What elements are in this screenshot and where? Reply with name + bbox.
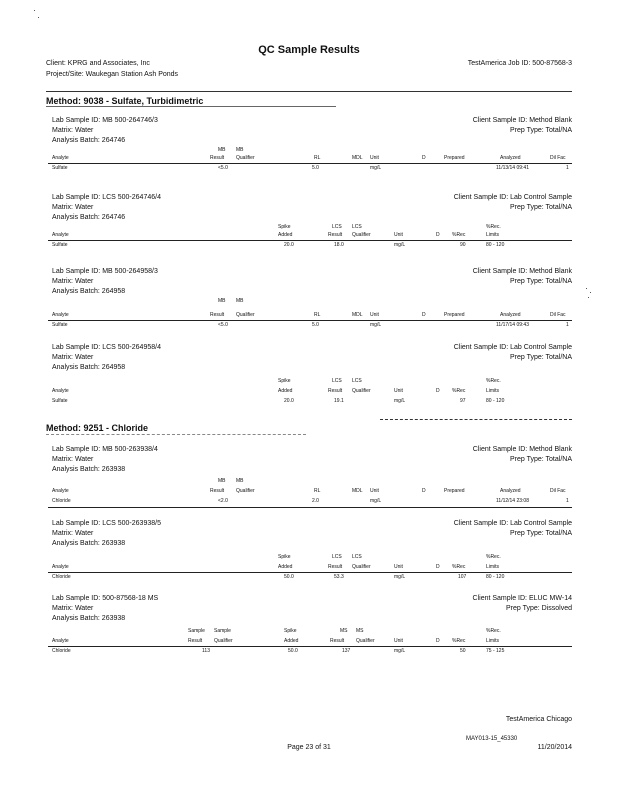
project-line: Project/Site: Waukegan Station Ash Ponds xyxy=(46,71,179,78)
col-head: Unit xyxy=(370,488,379,494)
col-head: LCS xyxy=(332,378,342,384)
cell-limits: 75 - 125 xyxy=(486,648,505,654)
col-head: RL xyxy=(314,312,321,318)
col-head: Added xyxy=(284,638,299,644)
col-head: LCS xyxy=(332,554,342,560)
col-head: Added xyxy=(278,388,293,394)
lab-sample-id: Lab Sample ID: MB 500-264746/3 xyxy=(52,117,158,124)
client-sample-id: Client Sample ID: Method Blank xyxy=(472,117,572,124)
job-id: TestAmerica Job ID: 500-87568-3 xyxy=(467,60,572,67)
cell-spike-added: 20.0 xyxy=(284,242,294,248)
cell-unit: mg/L xyxy=(370,498,382,504)
cell-dilfac: 1 xyxy=(566,165,569,171)
col-head: Unit xyxy=(394,388,403,394)
col-head: D xyxy=(436,232,440,238)
client-sample-id: Client Sample ID: Method Blank xyxy=(472,268,572,275)
method-underline xyxy=(46,106,336,107)
col-head: Analyte xyxy=(52,488,69,494)
prep-type: Prep Type: Total/NA xyxy=(510,530,572,537)
matrix: Matrix: Water xyxy=(52,127,94,134)
matrix: Matrix: Water xyxy=(52,354,94,361)
col-head: RL xyxy=(314,155,321,161)
col-head: Dil Fac xyxy=(550,312,566,318)
table-rule xyxy=(48,507,572,508)
col-head: Prepared xyxy=(444,488,465,494)
matrix: Matrix: Water xyxy=(52,530,94,537)
col-head: Qualifier xyxy=(236,155,255,161)
col-head: MB xyxy=(218,478,226,484)
col-head: LCS xyxy=(352,378,362,384)
col-head: %Rec xyxy=(452,388,466,394)
col-head: %Rec. xyxy=(486,224,501,230)
matrix: Matrix: Water xyxy=(52,456,94,463)
matrix: Matrix: Water xyxy=(52,278,94,285)
lab-sample-id: Lab Sample ID: LCS 500-264958/4 xyxy=(52,344,161,351)
lab-sample-id: Lab Sample ID: MB 500-264958/3 xyxy=(52,268,158,275)
cell-unit: mg/L xyxy=(370,322,382,328)
col-head: MB xyxy=(236,478,244,484)
lab-sample-id: Lab Sample ID: LCS 500-263938/5 xyxy=(52,520,161,527)
prep-type: Prep Type: Total/NA xyxy=(510,278,572,285)
cell-limits: 80 - 120 xyxy=(486,398,505,404)
cell-lcs-result: 18.0 xyxy=(334,242,344,248)
cell-spike-added: 50.0 xyxy=(288,648,298,654)
page-number: Page 23 of 31 xyxy=(287,744,331,751)
col-head: Limits xyxy=(486,564,500,570)
col-head: Qualifier xyxy=(352,232,371,238)
table-rule xyxy=(48,240,572,241)
header-rule xyxy=(46,91,572,92)
col-head: Qualifier xyxy=(352,564,371,570)
cell-rl: 5.0 xyxy=(312,165,319,171)
col-head: Dil Fac xyxy=(550,488,566,494)
cell-analyte: Sulfate xyxy=(52,242,68,248)
matrix: Matrix: Water xyxy=(52,605,94,612)
footer-lab: TestAmerica Chicago xyxy=(505,716,572,723)
client-sample-id: Client Sample ID: ELUC MW-14 xyxy=(472,595,572,602)
col-head: %Rec. xyxy=(486,628,501,634)
col-head: Analyte xyxy=(52,155,69,161)
lab-sample-id: Lab Sample ID: 500-87568-18 MS xyxy=(52,595,159,602)
section-rule xyxy=(380,419,572,420)
cell-lcs-result: 53.3 xyxy=(334,574,344,580)
method-title-chloride: Method: 9251 - Chloride xyxy=(46,423,149,433)
col-head: Spike xyxy=(284,628,297,634)
cell-limits: 80 - 120 xyxy=(486,242,505,248)
col-head: MB xyxy=(236,147,244,153)
cell-result: <5.0 xyxy=(218,165,228,171)
col-head: Analyte xyxy=(52,312,69,318)
prep-type: Prep Type: Total/NA xyxy=(510,204,572,211)
col-head: Analyte xyxy=(52,232,69,238)
col-head: Sample xyxy=(188,628,205,634)
col-head: Limits xyxy=(486,638,500,644)
client-sample-id: Client Sample ID: Method Blank xyxy=(472,446,572,453)
col-head: MB xyxy=(236,298,244,304)
analysis-batch: Analysis Batch: 264958 xyxy=(52,288,126,295)
col-head: Unit xyxy=(394,638,403,644)
col-head: Limits xyxy=(486,388,500,394)
lab-sample-id: Lab Sample ID: LCS 500-264746/4 xyxy=(52,194,161,201)
col-head: Qualifier xyxy=(236,488,255,494)
method-title-sulfate: Method: 9038 - Sulfate, Turbidimetric xyxy=(46,96,204,106)
col-head: Result xyxy=(210,155,225,161)
col-head: Result xyxy=(328,232,343,238)
col-head: Added xyxy=(278,564,293,570)
cell-analyte: Chloride xyxy=(52,498,71,504)
col-head: Added xyxy=(278,232,293,238)
cell-ms-result: 137 xyxy=(342,648,351,654)
col-head: Analyte xyxy=(52,388,69,394)
cell-result: <5.0 xyxy=(218,322,228,328)
lab-sample-id: Lab Sample ID: MB 500-263938/4 xyxy=(52,446,158,453)
col-head: D xyxy=(422,488,426,494)
col-head: MB xyxy=(218,298,226,304)
cell-spike-added: 20.0 xyxy=(284,398,294,404)
cell-analyte: Chloride xyxy=(52,648,71,654)
cell-unit: mg/L xyxy=(394,648,406,654)
col-head: Qualifier xyxy=(352,388,371,394)
col-head: Result xyxy=(328,388,343,394)
col-head: Result xyxy=(330,638,345,644)
scan-speck xyxy=(590,292,591,293)
cell-rl: 2.0 xyxy=(312,498,319,504)
analysis-batch: Analysis Batch: 264958 xyxy=(52,364,126,371)
col-head: Unit xyxy=(370,312,379,318)
col-head: Result xyxy=(328,564,343,570)
col-head: MDL xyxy=(352,155,363,161)
col-head: Result xyxy=(210,312,225,318)
col-head: %Rec. xyxy=(486,378,501,384)
col-head: D xyxy=(422,312,426,318)
col-head: Unit xyxy=(394,564,403,570)
cell-analyte: Sulfate xyxy=(52,398,68,404)
col-head: LCS xyxy=(352,554,362,560)
col-head: D xyxy=(422,155,426,161)
col-head: MDL xyxy=(352,488,363,494)
prep-type: Prep Type: Total/NA xyxy=(510,456,572,463)
col-head: D xyxy=(436,388,440,394)
cell-limits: 80 - 120 xyxy=(486,574,505,580)
cell-analyzed: 11/17/14 09:43 xyxy=(496,322,529,328)
analysis-batch: Analysis Batch: 263938 xyxy=(52,540,126,547)
col-head: Analyte xyxy=(52,638,69,644)
cell-unit: mg/L xyxy=(394,242,406,248)
col-head: Sample xyxy=(214,628,231,634)
cell-sample-result: 113 xyxy=(202,648,210,654)
col-head: %Rec xyxy=(452,564,466,570)
col-head: %Rec. xyxy=(486,554,501,560)
cell-analyte: Chloride xyxy=(52,574,71,580)
col-head: Prepared xyxy=(444,312,465,318)
col-head: Analyzed xyxy=(500,312,521,318)
matrix: Matrix: Water xyxy=(52,204,94,211)
scan-speck xyxy=(586,288,587,289)
analysis-batch: Analysis Batch: 264746 xyxy=(52,137,126,144)
client-line: Client: KPRG and Associates, Inc xyxy=(46,60,150,67)
col-head: MDL xyxy=(352,312,363,318)
prep-type: Prep Type: Total/NA xyxy=(510,127,572,134)
table-rule xyxy=(48,646,572,647)
col-head: %Rec xyxy=(452,638,466,644)
col-head: Unit xyxy=(370,155,379,161)
col-head: Spike xyxy=(278,378,291,384)
col-head: Result xyxy=(188,638,203,644)
col-head: MS xyxy=(356,628,364,634)
col-head: Qualifier xyxy=(214,638,233,644)
client-sample-id: Client Sample ID: Lab Control Sample xyxy=(453,194,572,201)
cell-analyte: Sulfate xyxy=(52,322,68,328)
analysis-batch: Analysis Batch: 263938 xyxy=(52,615,126,622)
cell-rec: 90 xyxy=(460,242,466,248)
table-rule xyxy=(48,163,572,164)
analysis-batch: Analysis Batch: 263938 xyxy=(52,466,126,473)
col-head: Result xyxy=(210,488,225,494)
col-head: Dil Fac xyxy=(550,155,566,161)
col-head: MB xyxy=(218,147,226,153)
col-head: D xyxy=(436,564,440,570)
cell-rec: 97 xyxy=(460,398,466,404)
col-head: LCS xyxy=(352,224,362,230)
cell-dilfac: 1 xyxy=(566,322,569,328)
col-head: Limits xyxy=(486,232,500,238)
col-head: Qualifier xyxy=(356,638,375,644)
cell-analyte: Sulfate xyxy=(52,165,68,171)
scan-speck xyxy=(34,10,35,11)
col-head: LCS xyxy=(332,224,342,230)
cell-dilfac: 1 xyxy=(566,498,569,504)
col-head: Analyte xyxy=(52,564,69,570)
method-underline xyxy=(46,434,306,435)
cell-unit: mg/L xyxy=(394,574,406,580)
cell-unit: mg/L xyxy=(394,398,406,404)
cell-analyzed: 11/13/14 09:41 xyxy=(496,165,529,171)
col-head: Spike xyxy=(278,554,291,560)
cell-rec: 50 xyxy=(460,648,466,654)
col-head: Analyzed xyxy=(500,488,521,494)
page-title: QC Sample Results xyxy=(258,44,360,56)
client-sample-id: Client Sample ID: Lab Control Sample xyxy=(453,344,572,351)
col-head: Unit xyxy=(394,232,403,238)
col-head: MS xyxy=(340,628,348,634)
cell-result: <2.0 xyxy=(218,498,228,504)
table-rule xyxy=(48,320,572,321)
prep-type: Prep Type: Total/NA xyxy=(510,354,572,361)
col-head: Spike xyxy=(278,224,291,230)
table-rule xyxy=(48,572,572,573)
scan-speck xyxy=(38,17,39,18)
col-head: Analyzed xyxy=(500,155,521,161)
cell-unit: mg/L xyxy=(370,165,382,171)
col-head: Qualifier xyxy=(236,312,255,318)
client-sample-id: Client Sample ID: Lab Control Sample xyxy=(453,520,572,527)
cell-rec: 107 xyxy=(458,574,467,580)
col-head: Prepared xyxy=(444,155,465,161)
cell-spike-added: 50.0 xyxy=(284,574,294,580)
analysis-batch: Analysis Batch: 264746 xyxy=(52,214,126,221)
footer-doc-id: MAY013-15_45330 xyxy=(466,736,518,742)
cell-rl: 5.0 xyxy=(312,322,319,328)
scan-speck xyxy=(588,297,589,298)
cell-analyzed: 11/12/14 23:08 xyxy=(496,498,529,504)
prep-type: Prep Type: Dissolved xyxy=(505,605,572,612)
col-head: D xyxy=(436,638,440,644)
footer-date: 11/20/2014 xyxy=(537,744,572,751)
col-head: RL xyxy=(314,488,321,494)
col-head: %Rec xyxy=(452,232,466,238)
cell-lcs-result: 19.1 xyxy=(334,398,344,404)
